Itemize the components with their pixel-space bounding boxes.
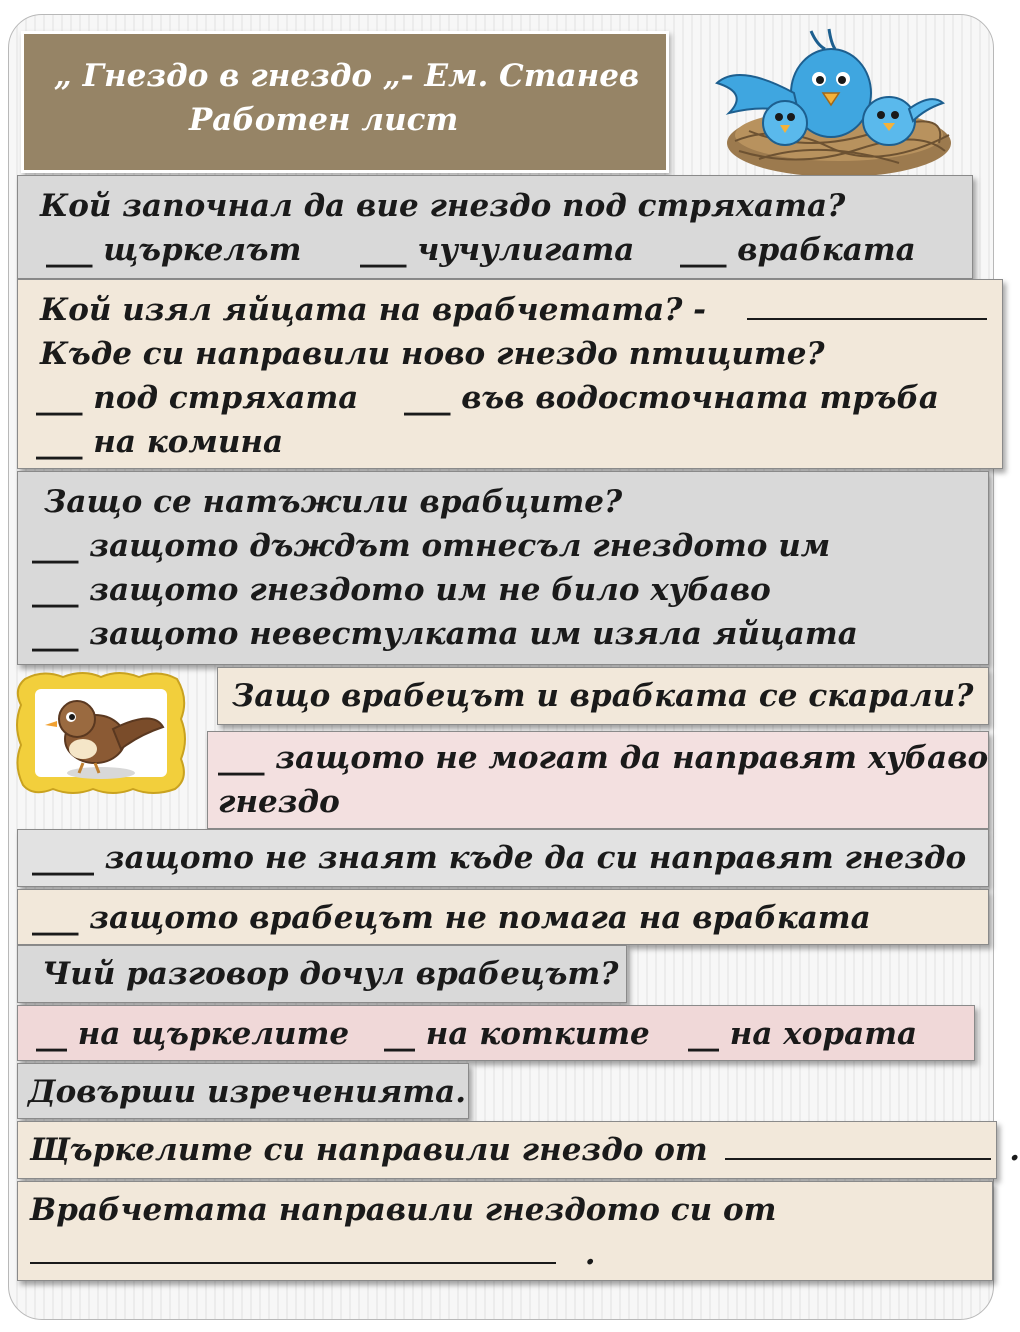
q3-option-2[interactable]: ___ във водосточната тръба (404, 380, 939, 416)
sentence-1-box (17, 1121, 1020, 1179)
q2-answer-blank[interactable] (747, 288, 987, 320)
question-6-box (17, 945, 627, 1003)
question-2-3-box (17, 279, 1003, 469)
q5-option-3[interactable]: ___ защото врабецът не помага на врабката (32, 900, 871, 936)
q1-option-3[interactable]: ___ врабката (680, 232, 916, 268)
q5-option-3-box (17, 889, 989, 945)
q3-option-1[interactable]: ___ под стряхата (36, 380, 359, 416)
q6-options-box (17, 1005, 975, 1061)
q4-option-3[interactable]: ___ защото невестулката им изяла яйцата (32, 616, 858, 652)
q1-option-1[interactable]: ___ щъркелът (46, 232, 302, 268)
q1-option-2[interactable]: ___ чучулигата (360, 232, 635, 268)
q4-option-2[interactable]: ___ защото гнездото им не било хубаво (32, 572, 771, 608)
q5-option-1-line-2[interactable]: гнездо (218, 784, 340, 820)
question-2-text: Кой изял яйцата на врабчетата? - (40, 292, 707, 328)
q5-option-1-box (207, 731, 989, 829)
question-4-box (17, 471, 989, 665)
q5-option-1-line-1[interactable]: ___ защото не могат да направят хубаво (218, 740, 989, 776)
q5-option-2[interactable]: ____ защото не знаят къде да си направят гнездо (32, 840, 967, 876)
question-4-text: Защо се натъжили врабците? (44, 484, 623, 520)
question-6-text: Чий разговор дочул врабецът? (42, 956, 619, 992)
birds-in-nest-icon (699, 23, 979, 183)
sentence-2-end: . (584, 1236, 596, 1272)
sentence-1-text: Щъркелите си направили гнездо от (30, 1132, 708, 1168)
q6-option-2[interactable]: __ на котките (384, 1016, 650, 1052)
question-5-box (217, 667, 989, 725)
sentence-2-blank[interactable] (30, 1232, 556, 1264)
sentence-2-text: Врабчетата направили гнездото си от (30, 1192, 777, 1228)
q5-option-2-box (17, 829, 989, 887)
question-5-text: Защо врабецът и врабката се скарали? (232, 678, 974, 714)
question-1-box (17, 175, 973, 279)
sparrow-framed-icon (13, 669, 189, 797)
q6-option-1[interactable]: __ на щъркелите (36, 1016, 350, 1052)
title-line-2: Работен лист (189, 102, 459, 138)
sentence-2-box (17, 1181, 993, 1281)
title-line-1: „ Гнездо в гнездо „- Ем. Станев (54, 58, 640, 94)
q6-option-3[interactable]: __ на хората (688, 1016, 918, 1052)
worksheet-page (8, 14, 1020, 1320)
question-1-text: Кой започнал да вие гнездо под стряхата? (40, 188, 846, 224)
instruction-box (17, 1063, 469, 1119)
question-3-text: Къде си направили ново гнездо птиците? (40, 336, 825, 372)
q3-option-3[interactable]: ___ на комина (36, 424, 284, 460)
worksheet-title (21, 31, 669, 173)
sentence-1-end: . (1009, 1132, 1020, 1168)
sentence-1-blank[interactable] (725, 1128, 991, 1160)
instruction-text: Довърши изреченията. (28, 1074, 467, 1110)
q4-option-1[interactable]: ___ защото дъждът отнесъл гнездото им (32, 528, 831, 564)
